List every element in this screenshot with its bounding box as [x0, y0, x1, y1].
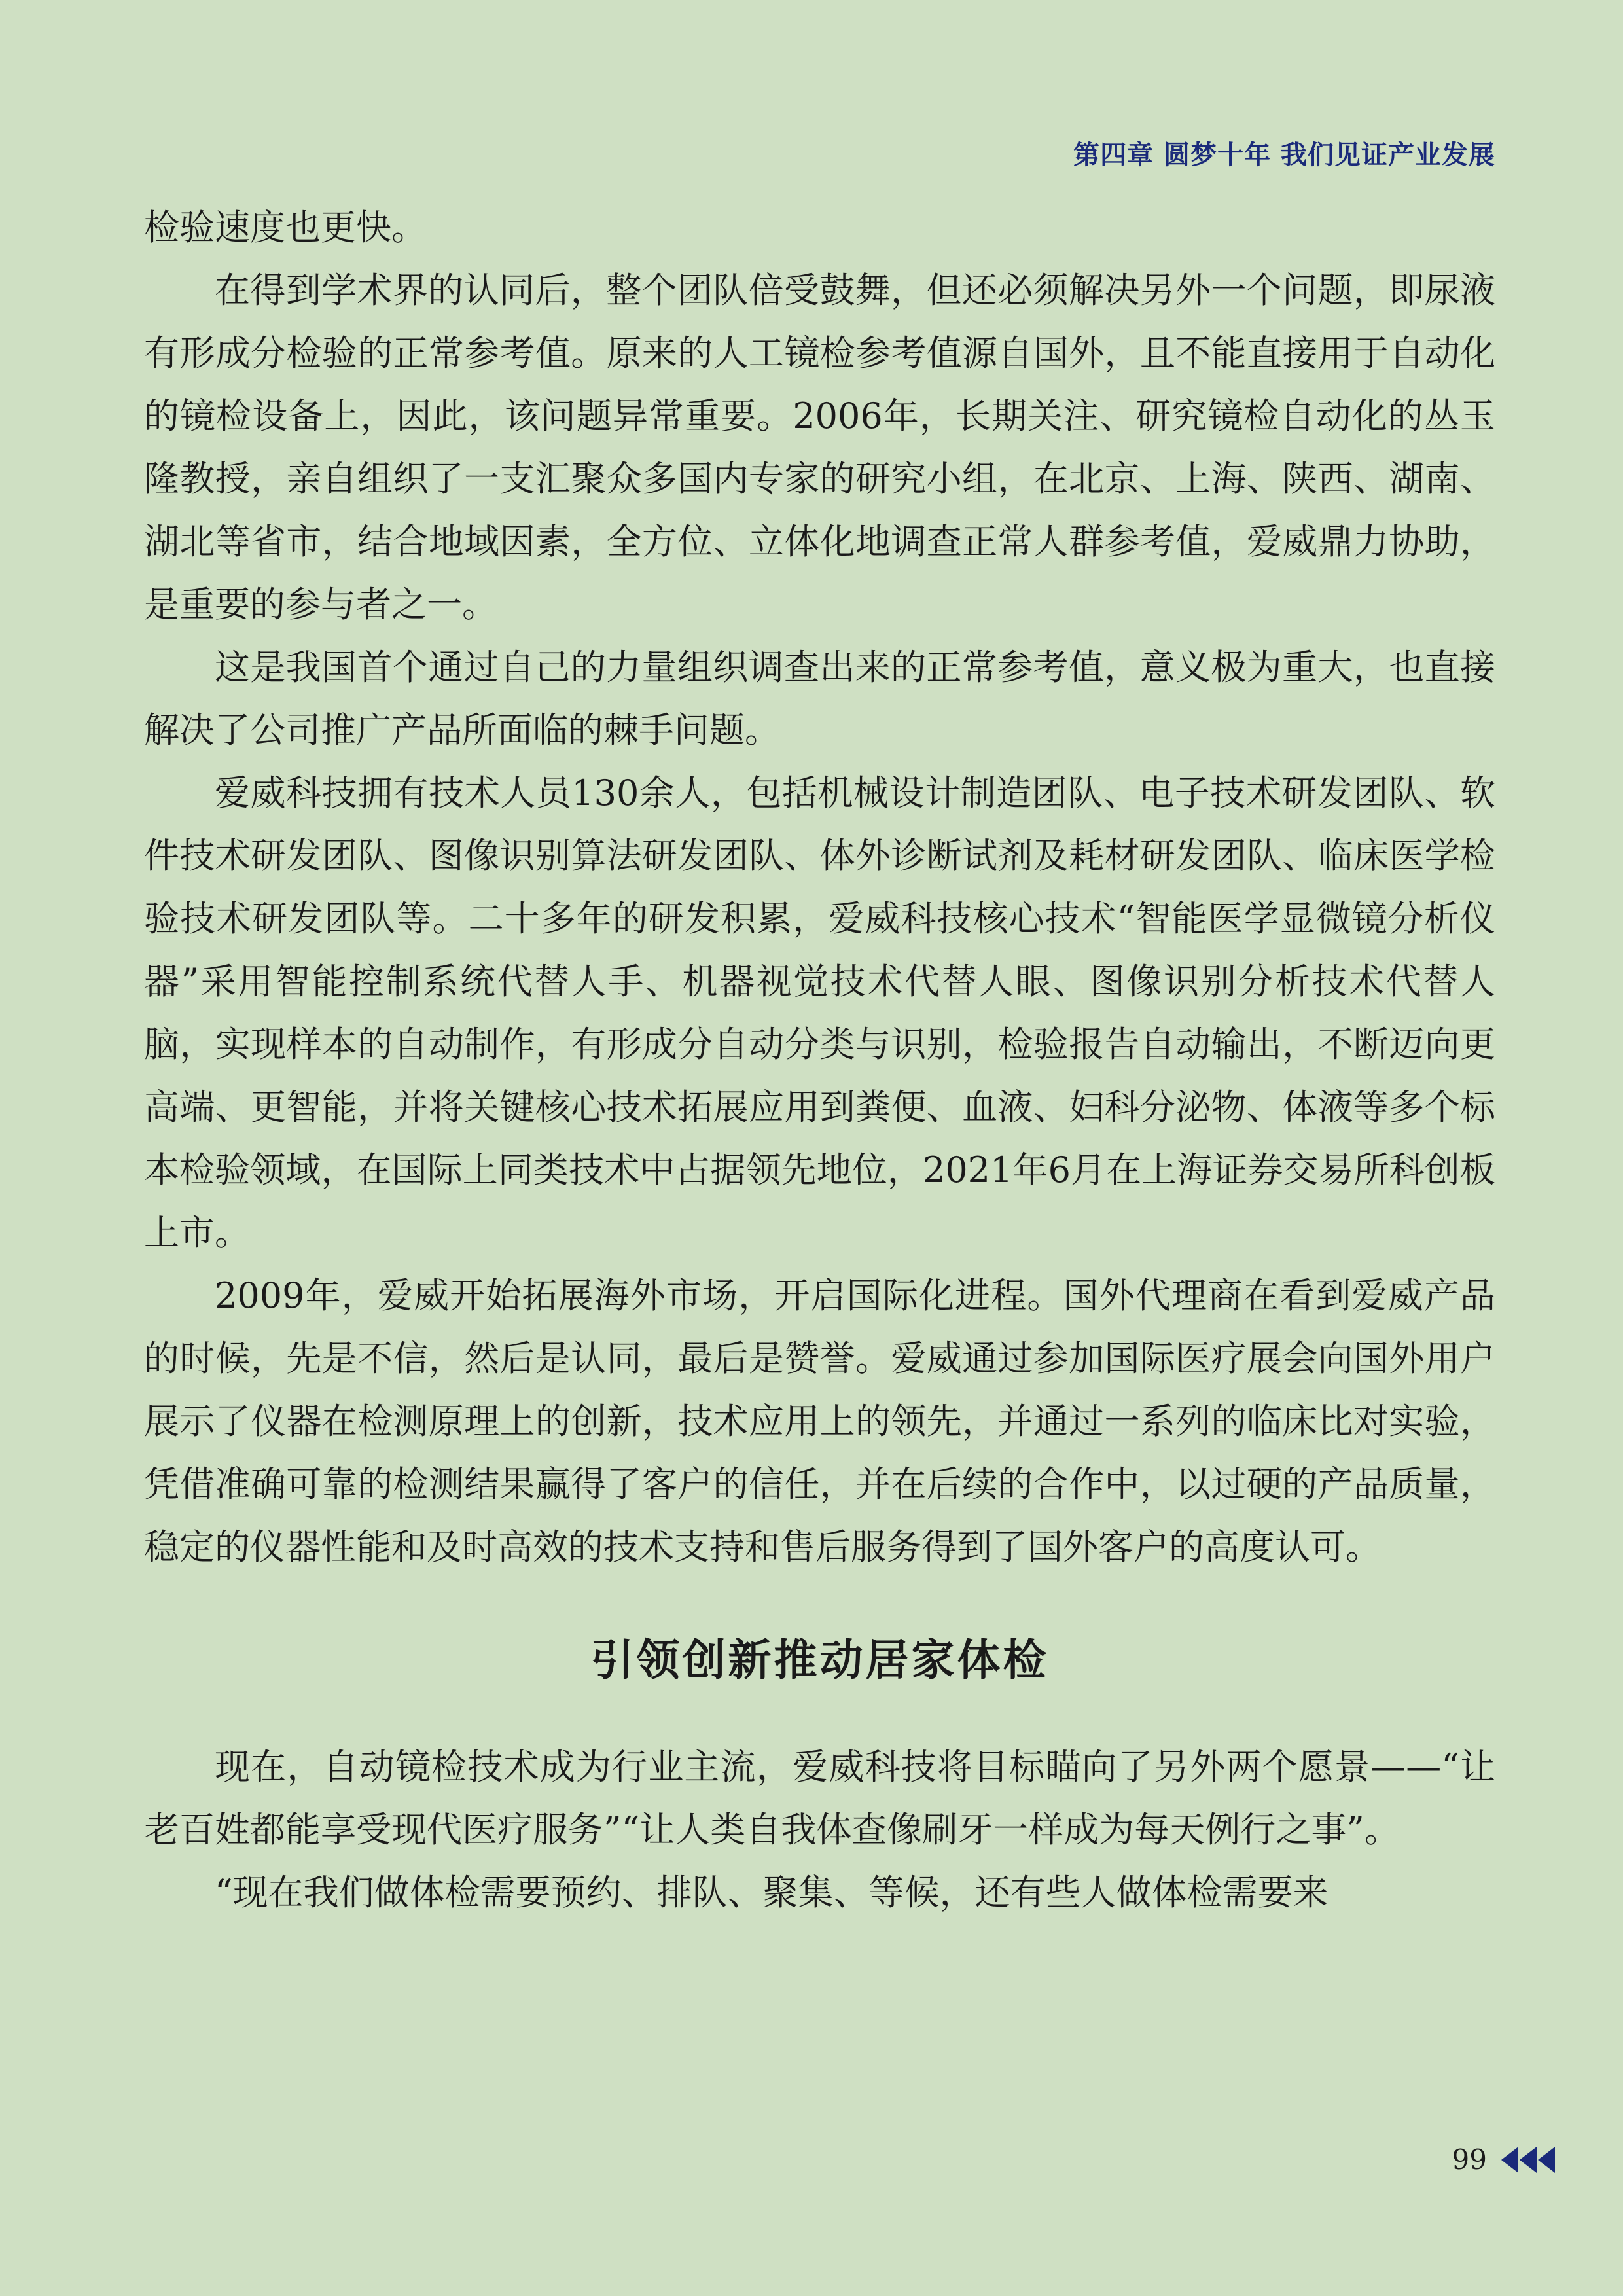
page-number: 99 [1452, 2144, 1487, 2176]
paragraph-continuation: 检验速度也更快。 [144, 207, 427, 248]
triple-left-arrow-icon [1501, 2144, 1558, 2176]
paragraph: 在得到学术界的认同后，整个团队倍受鼓舞，但还必须解决另外一个问题，即尿液有形成分检验的正常参考值。原来的人工镜检参考值源自国外，且不能直接用于自动化的镜检设备上，因此，该问题异常重要。2006年，长期关注、研究镜检自动化的丛玉隆教授，亲自组织了一支汇聚众多国内专家的研究小组，在北京、上海、陕西、湖南、湖北等省市，结合地域因素，全方位、立体化地调查正常人群参考值，爱威鼎力协助，是重要的参与者之一。 [144, 270, 1495, 625]
paragraph: 现在，自动镜检技术成为行业主流，爱威科技将目标瞄向了另外两个愿景——“让老百姓都能享受现代医疗服务”“让人类自我体查像刷牙一样成为每天例行之事”。 [144, 1746, 1495, 1850]
section-heading: 引领创新推动居家体检 [590, 1635, 1049, 1685]
page-body [144, 196, 1495, 1924]
paragraph: 爱威科技拥有技术人员130余人，包括机械设计制造团队、电子技术研发团队、软件技术研发团队、图像识别算法研发团队、体外诊断试剂及耗材研发团队、临床医学检验技术研发团队等。二十多年的研发积累，爱威科技核心技术“智能医学显微镜分析仪器”采用智能控制系统代替人手、机器视觉技术代替人眼、图像识别分析技术代替人脑，实现样本的自动制作，有形成分自动分类与识别，检验报告自动输出，不断迈向更高端、更智能，并将关键核心技术拓展应用到粪便、血液、妇科分泌物、体液等多个标本检验领域，在国际上同类技术中占据领先地位，2021年6月在上海证券交易所科创板上市。 [144, 772, 1495, 1253]
page-footer [1452, 2144, 1558, 2176]
paragraph: 2009年，爱威开始拓展海外市场，开启国际化进程。国外代理商在看到爱威产品的时候，先是不信，然后是认同，最后是赞誉。爱威通过参加国际医疗展会向国外用户展示了仪器在检测原理上的创新，技术应用上的领先，并通过一系列的临床比对实验，凭借准确可靠的检测结果赢得了客户的信任，并在后续的合作中，以过硬的产品质量，稳定的仪器性能和及时高效的技术支持和售后服务得到了国外客户的高度认可。 [144, 1275, 1495, 1568]
paragraph: 这是我国首个通过自己的力量组织调查出来的正常参考值，意义极为重大，也直接解决了公司推广产品所面临的棘手问题。 [144, 647, 1495, 751]
chapter-header: 第四章 圆梦十年 我们见证产业发展 [1073, 140, 1495, 170]
paragraph: “现在我们做体检需要预约、排队、聚集、等候，还有些人做体检需要来 [215, 1872, 1329, 1913]
